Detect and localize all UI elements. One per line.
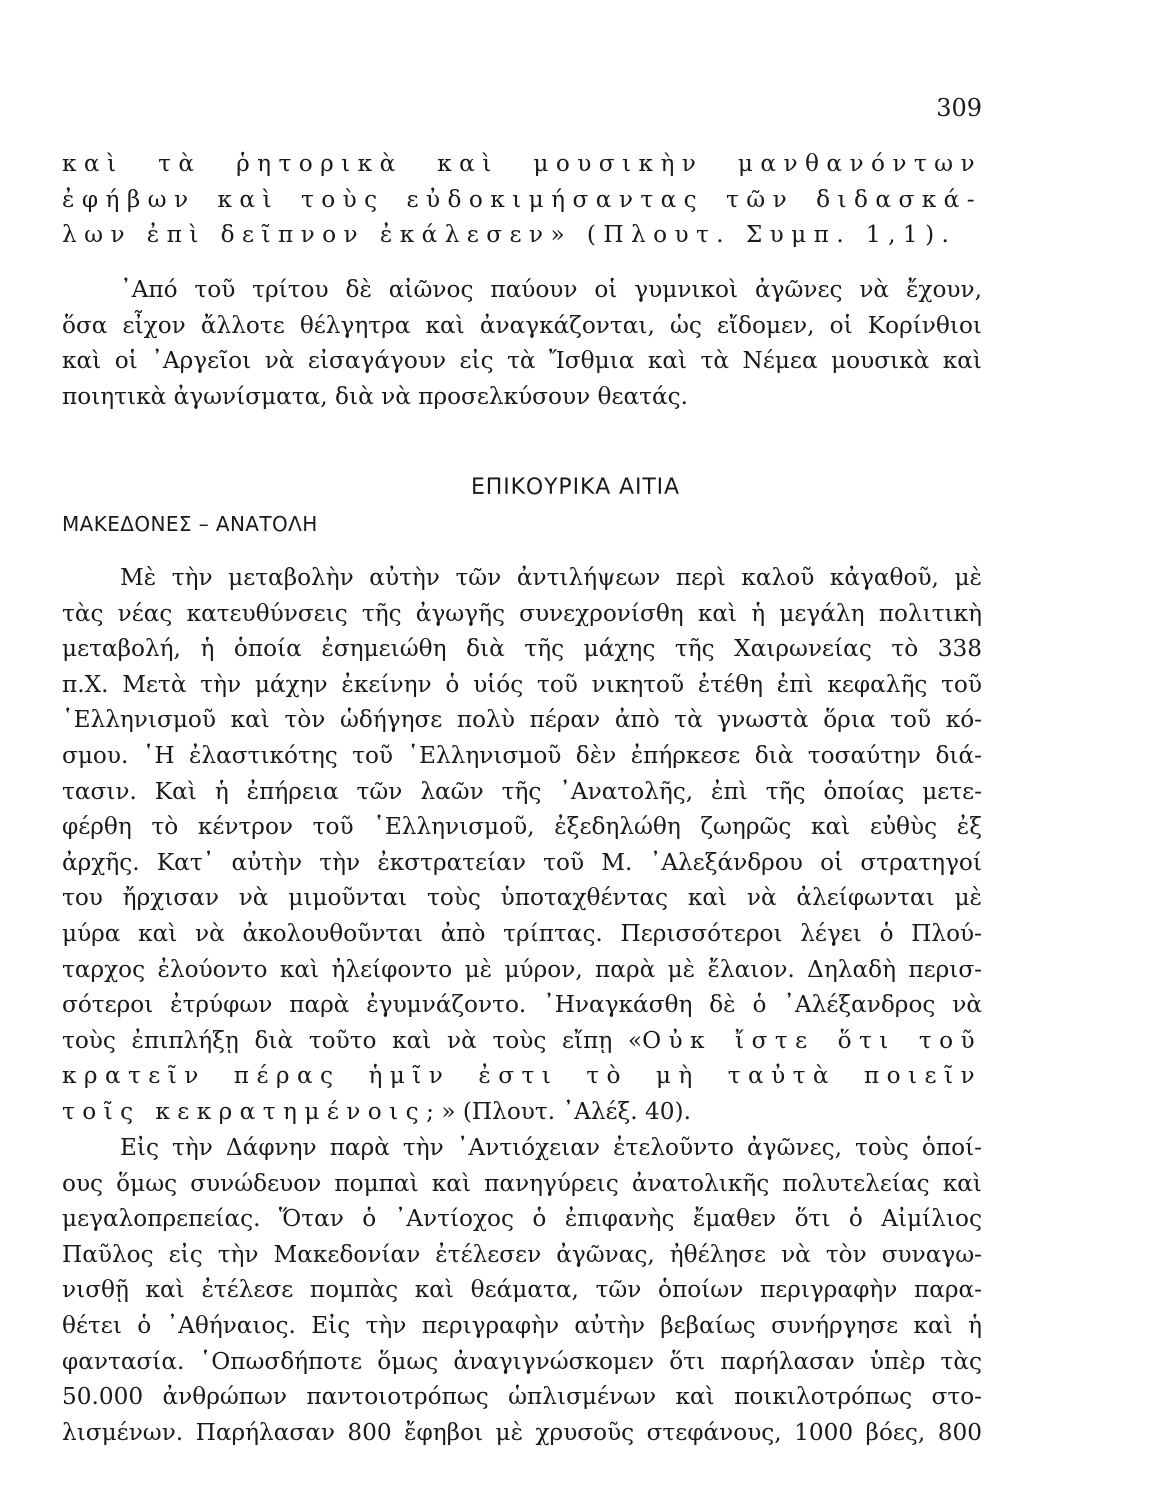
- text-line: φέρθη τὸ κέντρον τοῦ ῾Ελληνισμοῦ, ἐξεδηλώθη ζωηρῶς καὶ εὐθὺς ἐξ: [62, 813, 982, 841]
- text-line-part: λων ἐπὶ δεῖπνον ἐκάλεσεν» (Πλουτ. Συμπ. 1,1).: [62, 221, 957, 249]
- text-line: μεταβολή, ἡ ὁποία ἐσημειώθη διὰ τῆς μάχης τῆς Χαιρωνείας τὸ 338: [62, 635, 982, 663]
- page-number: 309: [936, 94, 982, 122]
- text-line: μύρα καὶ νὰ ἀκολουθοῦνται ἀπὸ τρίπτας. Περισσότεροι λέγει ὁ Πλού-: [62, 919, 982, 947]
- text-line: ᾿Από τοῦ τρίτου δὲ αἰῶνος παύουν οἱ γυμνικοὶ ἀγῶνες νὰ ἔχουν,: [120, 276, 982, 303]
- text-line: ἀρχῆς. Κατ᾿ αὐτὴν τὴν ἐκστρατείαν τοῦ Μ. ᾿Αλεξάνδρου οἱ στρατηγοί: [62, 848, 982, 876]
- text-line: καὶ οἱ ᾿Αργεῖοι νὰ εἰσαγάγουν εἰς τὰ Ἴσθμια καὶ τὰ Νέμεα μουσικὰ καὶ: [62, 347, 982, 375]
- text-line-part: Οὐκ ἴστε ὅτι τοῦ: [642, 1026, 982, 1054]
- text-line: π.Χ. Μετὰ τὴν μάχην ἐκείνην ὁ υἱός τοῦ νικητοῦ ἐτέθη ἐπὶ κεφαλῆς τοῦ: [62, 670, 982, 698]
- subsection-heading: ΜΑΚΕΔΟΝΕΣ – ΑΝΑΤΟΛΗ: [62, 512, 318, 536]
- text-line: σότεροι ἐτρύφων παρὰ ἐγυμνάζοντο. ᾿Ηναγκάσθη δὲ ὁ ᾿Αλέξανδρος νὰ: [62, 991, 982, 1019]
- text-line-part: τοῖς κεκρατημένοις;: [62, 1097, 442, 1125]
- paragraph: [62, 560, 982, 1130]
- paragraph: [62, 1130, 982, 1450]
- text-line: Εἰς τὴν Δάφνην παρὰ τὴν ᾿Αντιόχειαν ἐτελοῦντο ἀγῶνες, τοὺς ὁποί-: [120, 1134, 982, 1161]
- text-line: θέτει ὁ ᾿Αθήναιος. Εἰς τὴν περιγραφὴν αὐτὴν βεβαίως συνήργησε καὶ ἡ: [62, 1311, 982, 1339]
- text-line: τασιν. Καὶ ἡ ἐπήρεια τῶν λαῶν τῆς ᾿Ανατολῆς, ἐπὶ τῆς ὁποίας μετε-: [62, 777, 982, 805]
- text-line: Παῦλος εἰς τὴν Μακεδονίαν ἐτέλεσεν ἀγῶνας, ἠθέλησε νὰ τὸν συναγω-: [62, 1240, 982, 1268]
- text-line: ἐφήβων καὶ τοὺς εὐδοκιμήσαντας τῶν διδασκά-: [62, 185, 982, 213]
- book-page: [62, 0, 982, 1500]
- text-line: τὰς νέας κατευθύνσεις τῆς ἀγωγῆς συνεχρονίσθη καὶ ἡ μεγάλη πολιτικὴ: [62, 599, 982, 627]
- text-line: καὶ τὰ ῥητορικὰ καὶ μουσικὴν μανθανόντων: [62, 150, 982, 177]
- text-line: [62, 1023, 982, 1059]
- text-line: λισμένων. Παρήλασαν 800 ἔφηβοι μὲ χρυσοῦς στεφάνους, 1000 βόες, 800: [62, 1418, 982, 1446]
- text-line: σμου. ῾Η ἐλαστικότης τοῦ ῾Ελληνισμοῦ δὲν ἐπήρκεσε διὰ τοσαύτην διά-: [62, 741, 982, 769]
- text-line: ποιητικὰ ἀγωνίσματα, διὰ νὰ προσελκύσουν θεατάς.: [62, 382, 689, 410]
- text-line-part: τοὺς ἐπιπλήξῃ διὰ τοῦτο καὶ νὰ τοὺς εἴπῃ «: [62, 1026, 643, 1054]
- quote-paragraph: [62, 146, 982, 253]
- text-line: μεγαλοπρεπείας. Ὅταν ὁ ᾿Αντίοχος ὁ ἐπιφανὴς ἔμαθεν ὅτι ὁ Αἰμίλιος: [62, 1205, 982, 1233]
- text-line: ταρχος ἐλούοντο καὶ ἠλείφοντο μὲ μύρον, παρὰ μὲ ἔλαιον. Δηλαδὴ περισ-: [62, 955, 982, 983]
- paragraph: [62, 272, 982, 414]
- text-line: του ἤρχισαν νὰ μιμοῦνται τοὺς ὑποταχθέντας καὶ νὰ ἀλείφωνται μὲ: [62, 884, 982, 912]
- text-line: ους ὅμως συνώδευον πομπαὶ καὶ πανηγύρεις ἀνατολικῆς πολυτελείας καὶ: [62, 1169, 982, 1197]
- text-line: φαντασία. ῾Οπωσδήποτε ὅμως ἀναγιγνώσκομεν ὅτι παρήλασαν ὑπὲρ τὰς: [62, 1347, 982, 1375]
- text-line: κρατεῖν πέρας ἡμῖν ἐστι τὸ μὴ ταὐτὰ ποιεῖν: [62, 1062, 982, 1090]
- text-line-part: » (Πλουτ. ᾿Αλέξ. 40).: [441, 1097, 691, 1125]
- text-line: Μὲ τὴν μεταβολὴν αὐτὴν τῶν ἀντιλήψεων περὶ καλοῦ κἀγαθοῦ, μὲ: [120, 564, 982, 591]
- text-line: [62, 1094, 982, 1130]
- text-line: [62, 217, 982, 253]
- text-line: ὅσα εἶχον ἄλλοτε θέλγητρα καὶ ἀναγκάζονται, ὡς εἴδομεν, οἱ Κορίνθιοι: [62, 311, 982, 339]
- text-line: ῾Ελληνισμοῦ καὶ τὸν ὡδήγησε πολὺ πέραν ἀπὸ τὰ γνωστὰ ὅρια τοῦ κό-: [62, 706, 982, 734]
- text-line: 50.000 ἀνθρώπων παντοιοτρόπως ὡπλισμένων καὶ ποικιλοτρόπως στο-: [62, 1383, 982, 1411]
- section-heading: ΕΠΙΚΟΥΡΙΚΑ ΑΙΤΙΑ: [471, 475, 680, 500]
- text-line: νισθῇ καὶ ἐτέλεσε πομπὰς καὶ θεάματα, τῶν ὁποίων περιγραφὴν παρα-: [62, 1276, 982, 1304]
